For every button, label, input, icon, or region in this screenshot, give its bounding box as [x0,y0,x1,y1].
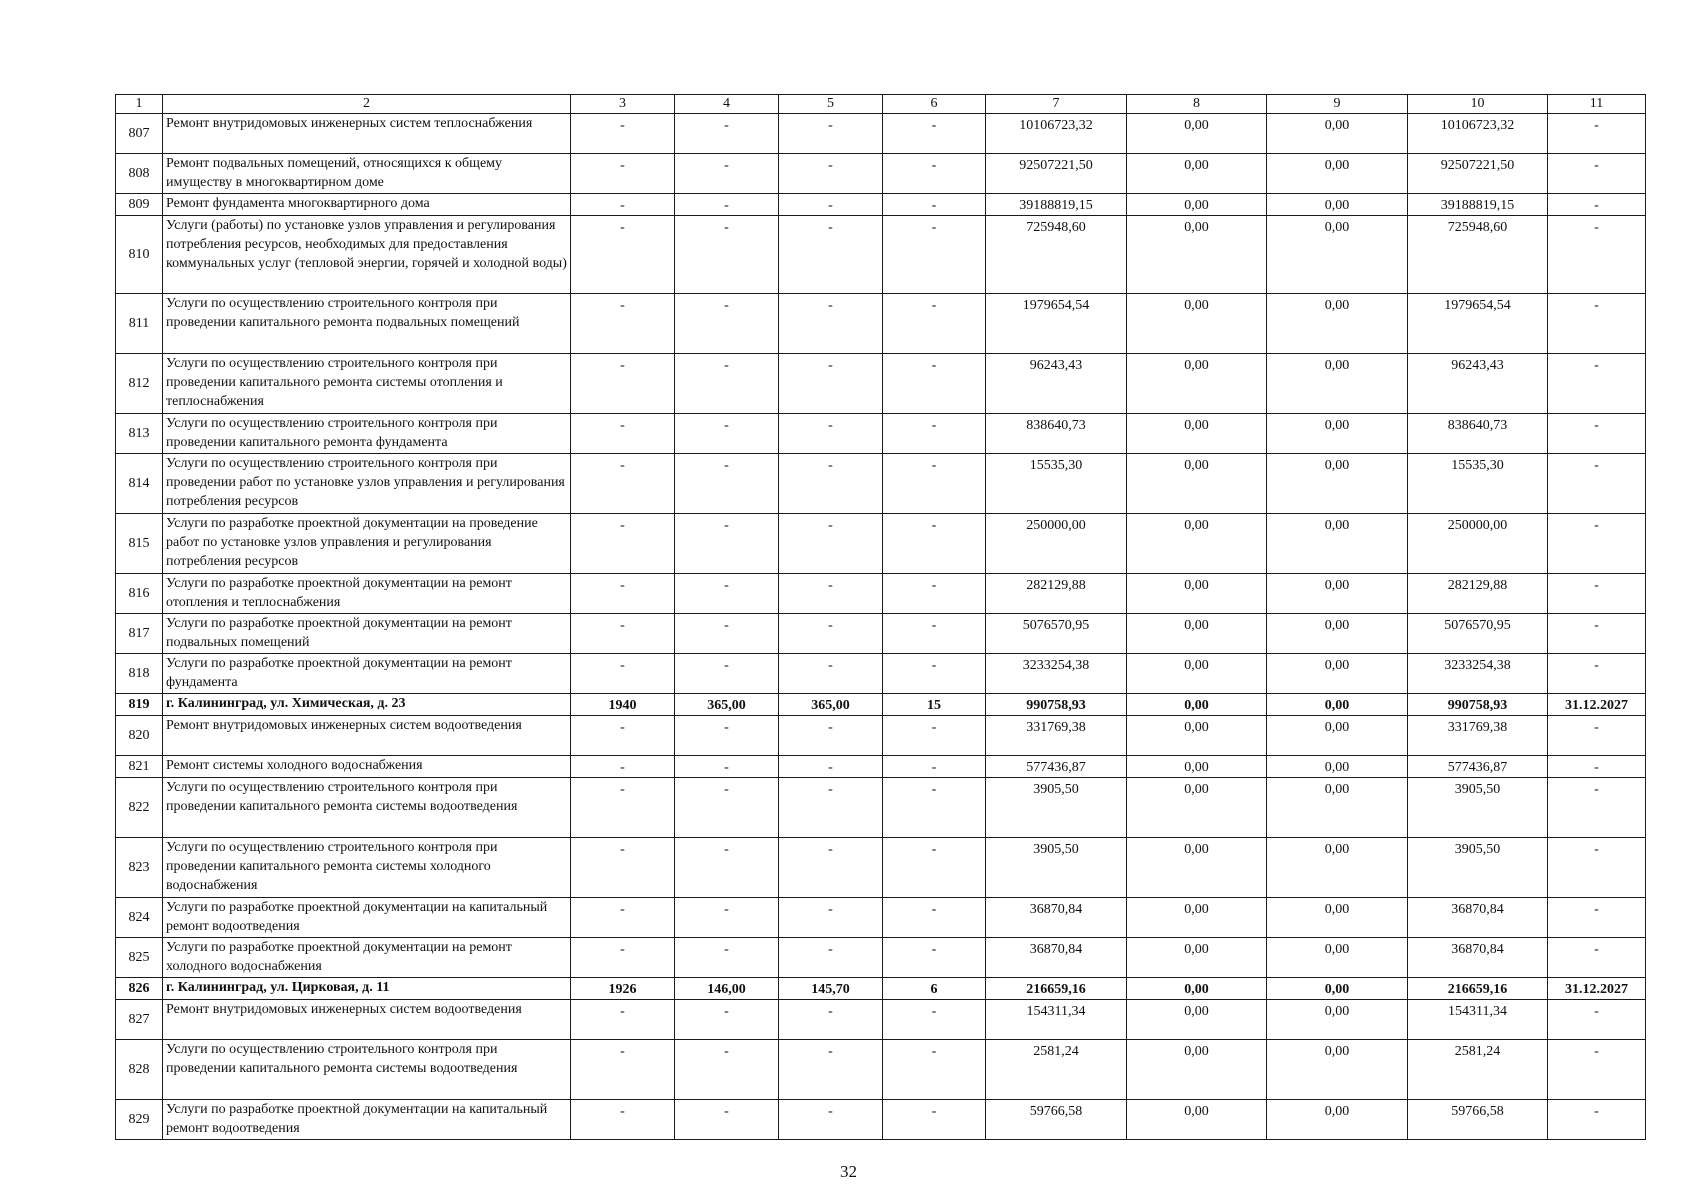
col7-value: 59766,58 [986,1100,1127,1140]
col5-value: - [779,716,883,756]
col9-value: 0,00 [1267,1100,1408,1140]
col3-value: - [571,756,675,778]
col3-value: - [571,838,675,898]
table-row [116,978,1646,1000]
row-number: 819 [116,694,163,716]
page-number: 32 [840,1162,857,1181]
col4-value: - [675,294,779,354]
row-number: 827 [116,1000,163,1040]
col6-value: 15 [883,694,986,716]
col7-value: 331769,38 [986,716,1127,756]
col10-value: 2581,24 [1408,1040,1548,1100]
col8-value: 0,00 [1127,194,1267,216]
col7-value: 5076570,95 [986,614,1127,654]
table-row [116,454,1646,514]
col11-value: - [1548,756,1646,778]
col10-value: 36870,84 [1408,898,1548,938]
col11-value: 31.12.2027 [1548,978,1646,1000]
col7-value: 36870,84 [986,938,1127,978]
col11-value: - [1548,838,1646,898]
column-header: 9 [1267,95,1408,114]
column-header: 4 [675,95,779,114]
col5-value: - [779,1040,883,1100]
col9-value: 0,00 [1267,838,1408,898]
col10-value: 59766,58 [1408,1100,1548,1140]
col11-value: - [1548,194,1646,216]
col8-value: 0,00 [1127,898,1267,938]
col3-value: - [571,1040,675,1100]
col4-value: - [675,1040,779,1100]
table-row [116,756,1646,778]
col10-value: 10106723,32 [1408,114,1548,154]
col5-value: - [779,216,883,294]
row-name: Ремонт системы холодного водоснабжения [163,756,571,778]
col3-value: - [571,154,675,194]
row-number: 816 [116,574,163,614]
col5-value: - [779,1100,883,1140]
col3-value: - [571,194,675,216]
col10-value: 577436,87 [1408,756,1548,778]
col7-value: 10106723,32 [986,114,1127,154]
col7-value: 154311,34 [986,1000,1127,1040]
col10-value: 36870,84 [1408,938,1548,978]
table-row [116,614,1646,654]
row-name: Ремонт внутридомовых инженерных систем водоотведения [163,716,571,756]
col4-value: - [675,778,779,838]
row-name: Услуги по разработке проектной документации на ремонт фундамента [163,654,571,694]
col9-value: 0,00 [1267,756,1408,778]
col4-value: - [675,154,779,194]
col6-value: - [883,154,986,194]
col6-value: - [883,1100,986,1140]
col3-value: - [571,454,675,514]
col5-value: - [779,898,883,938]
row-name: Ремонт фундамента многоквартирного дома [163,194,571,216]
col5-value: - [779,778,883,838]
col5-value: 145,70 [779,978,883,1000]
col8-value: 0,00 [1127,294,1267,354]
table-row [116,694,1646,716]
row-number: 828 [116,1040,163,1100]
col3-value: - [571,898,675,938]
table-row [116,414,1646,454]
col7-value: 2581,24 [986,1040,1127,1100]
row-name: Услуги (работы) по установке узлов управления и регулирования потребления ресурсов, необходимых для предоставления коммунальных услуг (тепловой энергии, горячей и холодной воды) [163,216,571,294]
col8-value: 0,00 [1127,216,1267,294]
col9-value: 0,00 [1267,194,1408,216]
row-number: 824 [116,898,163,938]
col11-value: - [1548,898,1646,938]
col9-value: 0,00 [1267,1000,1408,1040]
col6-value: - [883,574,986,614]
table-row [116,838,1646,898]
col6-value: - [883,778,986,838]
column-header: 3 [571,95,675,114]
row-name: Услуги по осуществлению строительного контроля при проведении капитального ремонта подвальных помещений [163,294,571,354]
col4-value: - [675,574,779,614]
col10-value: 216659,16 [1408,978,1548,1000]
col10-value: 282129,88 [1408,574,1548,614]
col11-value: 31.12.2027 [1548,694,1646,716]
col6-value: - [883,898,986,938]
col7-value: 3905,50 [986,838,1127,898]
row-name: г. Калининград, ул. Химическая, д. 23 [163,694,571,716]
col11-value: - [1548,216,1646,294]
col7-value: 36870,84 [986,898,1127,938]
table-row [116,1040,1646,1100]
col8-value: 0,00 [1127,778,1267,838]
col6-value: - [883,1000,986,1040]
table-row [116,716,1646,756]
col4-value: - [675,838,779,898]
col3-value: - [571,114,675,154]
col3-value: - [571,514,675,574]
col9-value: 0,00 [1267,154,1408,194]
row-name: Услуги по осуществлению строительного контроля при проведении работ по установке узлов управления и регулирования потребления ресурсов [163,454,571,514]
col3-value: - [571,778,675,838]
table-row [116,898,1646,938]
col5-value: - [779,454,883,514]
column-header: 8 [1127,95,1267,114]
row-number: 829 [116,1100,163,1140]
row-number: 818 [116,654,163,694]
col8-value: 0,00 [1127,716,1267,756]
col7-value: 282129,88 [986,574,1127,614]
col8-value: 0,00 [1127,154,1267,194]
row-number: 822 [116,778,163,838]
row-name: Услуги по разработке проектной документации на капитальный ремонт водоотведения [163,898,571,938]
row-name: г. Калининград, ул. Цирковая, д. 11 [163,978,571,1000]
col11-value: - [1548,454,1646,514]
col10-value: 1979654,54 [1408,294,1548,354]
col7-value: 216659,16 [986,978,1127,1000]
col4-value: - [675,1100,779,1140]
col10-value: 96243,43 [1408,354,1548,414]
col4-value: - [675,614,779,654]
col3-value: - [571,216,675,294]
row-number: 826 [116,978,163,1000]
col11-value: - [1548,654,1646,694]
col4-value: - [675,194,779,216]
col7-value: 725948,60 [986,216,1127,294]
col11-value: - [1548,716,1646,756]
col7-value: 838640,73 [986,414,1127,454]
col7-value: 15535,30 [986,454,1127,514]
row-name: Услуги по осуществлению строительного контроля при проведении капитального ремонта системы отопления и теплоснабжения [163,354,571,414]
col9-value: 0,00 [1267,574,1408,614]
col6-value: - [883,838,986,898]
col8-value: 0,00 [1127,694,1267,716]
col11-value: - [1548,154,1646,194]
col3-value: - [571,294,675,354]
col3-value: - [571,354,675,414]
col3-value: - [571,614,675,654]
col10-value: 331769,38 [1408,716,1548,756]
table-row [116,654,1646,694]
col4-value: - [675,114,779,154]
col7-value: 577436,87 [986,756,1127,778]
col3-value: 1926 [571,978,675,1000]
col11-value: - [1548,414,1646,454]
col5-value: - [779,574,883,614]
col11-value: - [1548,1100,1646,1140]
col8-value: 0,00 [1127,414,1267,454]
col6-value: - [883,216,986,294]
col9-value: 0,00 [1267,454,1408,514]
col10-value: 39188819,15 [1408,194,1548,216]
col11-value: - [1548,778,1646,838]
col5-value: - [779,1000,883,1040]
col11-value: - [1548,1000,1646,1040]
col9-value: 0,00 [1267,716,1408,756]
col7-value: 92507221,50 [986,154,1127,194]
header-row [116,95,1646,114]
col4-value: 365,00 [675,694,779,716]
col3-value: - [571,414,675,454]
col5-value: - [779,354,883,414]
col6-value: - [883,294,986,354]
table-row [116,514,1646,574]
col3-value: - [571,574,675,614]
col9-value: 0,00 [1267,294,1408,354]
row-name: Услуги по разработке проектной документации на ремонт холодного водоснабжения [163,938,571,978]
col9-value: 0,00 [1267,1040,1408,1100]
row-name: Ремонт внутридомовых инженерных систем водоотведения [163,1000,571,1040]
col6-value: - [883,454,986,514]
col3-value: - [571,938,675,978]
col8-value: 0,00 [1127,574,1267,614]
col8-value: 0,00 [1127,614,1267,654]
col9-value: 0,00 [1267,414,1408,454]
col3-value: - [571,1000,675,1040]
col9-value: 0,00 [1267,778,1408,838]
row-name: Услуги по осуществлению строительного контроля при проведении капитального ремонта системы водоотведения [163,1040,571,1100]
col7-value: 39188819,15 [986,194,1127,216]
table-row [116,574,1646,614]
column-header: 5 [779,95,883,114]
row-number: 811 [116,294,163,354]
column-header: 7 [986,95,1127,114]
row-number: 812 [116,354,163,414]
col10-value: 3233254,38 [1408,654,1548,694]
col6-value: - [883,414,986,454]
col7-value: 96243,43 [986,354,1127,414]
col4-value: - [675,756,779,778]
col6-value: - [883,194,986,216]
row-number: 825 [116,938,163,978]
col9-value: 0,00 [1267,898,1408,938]
col4-value: - [675,454,779,514]
col6-value: - [883,114,986,154]
table-row [116,154,1646,194]
col4-value: - [675,1000,779,1040]
col7-value: 3233254,38 [986,654,1127,694]
table-row [116,1100,1646,1140]
col10-value: 990758,93 [1408,694,1548,716]
col7-value: 3905,50 [986,778,1127,838]
table-row [116,778,1646,838]
col10-value: 838640,73 [1408,414,1548,454]
row-name: Услуги по разработке проектной документации на ремонт отопления и теплоснабжения [163,574,571,614]
col8-value: 0,00 [1127,1040,1267,1100]
col8-value: 0,00 [1127,938,1267,978]
col5-value: - [779,938,883,978]
col3-value: - [571,1100,675,1140]
table-row [116,938,1646,978]
table-row [116,114,1646,154]
col8-value: 0,00 [1127,354,1267,414]
row-name: Ремонт внутридомовых инженерных систем теплоснабжения [163,114,571,154]
col4-value: 146,00 [675,978,779,1000]
row-number: 809 [116,194,163,216]
col11-value: - [1548,938,1646,978]
col8-value: 0,00 [1127,978,1267,1000]
col4-value: - [675,938,779,978]
col6-value: 6 [883,978,986,1000]
col8-value: 0,00 [1127,838,1267,898]
col5-value: - [779,756,883,778]
col11-value: - [1548,574,1646,614]
col9-value: 0,00 [1267,978,1408,1000]
row-number: 821 [116,756,163,778]
col11-value: - [1548,354,1646,414]
column-header: 10 [1408,95,1548,114]
col3-value: - [571,716,675,756]
row-name: Услуги по разработке проектной документации на ремонт подвальных помещений [163,614,571,654]
row-number: 823 [116,838,163,898]
col5-value: - [779,614,883,654]
col4-value: - [675,354,779,414]
col6-value: - [883,756,986,778]
col4-value: - [675,654,779,694]
row-number: 808 [116,154,163,194]
col6-value: - [883,716,986,756]
col4-value: - [675,898,779,938]
col8-value: 0,00 [1127,454,1267,514]
col10-value: 250000,00 [1408,514,1548,574]
col10-value: 154311,34 [1408,1000,1548,1040]
col10-value: 92507221,50 [1408,154,1548,194]
col11-value: - [1548,514,1646,574]
col4-value: - [675,216,779,294]
col9-value: 0,00 [1267,694,1408,716]
col8-value: 0,00 [1127,1000,1267,1040]
col5-value: - [779,294,883,354]
col8-value: 0,00 [1127,114,1267,154]
col4-value: - [675,414,779,454]
col4-value: - [675,716,779,756]
col5-value: - [779,654,883,694]
col3-value: - [571,654,675,694]
row-name: Услуги по разработке проектной документации на проведение работ по установке узлов управления и регулирования потребления ресурсов [163,514,571,574]
col6-value: - [883,514,986,574]
col8-value: 0,00 [1127,514,1267,574]
col5-value: 365,00 [779,694,883,716]
col10-value: 3905,50 [1408,778,1548,838]
column-header: 2 [163,95,571,114]
col8-value: 0,00 [1127,1100,1267,1140]
row-name: Услуги по осуществлению строительного контроля при проведении капитального ремонта системы холодного водоснабжения [163,838,571,898]
row-name: Ремонт подвальных помещений, относящихся к общему имуществу в многоквартирном доме [163,154,571,194]
column-header: 11 [1548,95,1646,114]
row-number: 814 [116,454,163,514]
table-body [116,95,1646,1140]
col9-value: 0,00 [1267,654,1408,694]
col10-value: 5076570,95 [1408,614,1548,654]
col10-value: 15535,30 [1408,454,1548,514]
col8-value: 0,00 [1127,654,1267,694]
col9-value: 0,00 [1267,514,1408,574]
row-number: 815 [116,514,163,574]
col6-value: - [883,654,986,694]
col11-value: - [1548,1040,1646,1100]
table-row [116,294,1646,354]
row-name: Услуги по осуществлению строительного контроля при проведении капитального ремонта фундамента [163,414,571,454]
col3-value: 1940 [571,694,675,716]
col7-value: 990758,93 [986,694,1127,716]
table-row [116,354,1646,414]
row-number: 813 [116,414,163,454]
row-name: Услуги по разработке проектной документации на капитальный ремонт водоотведения [163,1100,571,1140]
col7-value: 1979654,54 [986,294,1127,354]
col5-value: - [779,114,883,154]
table-row [116,216,1646,294]
col5-value: - [779,194,883,216]
col6-value: - [883,614,986,654]
data-table [115,94,1646,1140]
col9-value: 0,00 [1267,114,1408,154]
col8-value: 0,00 [1127,756,1267,778]
col4-value: - [675,514,779,574]
col6-value: - [883,354,986,414]
col11-value: - [1548,614,1646,654]
column-header: 6 [883,95,986,114]
col11-value: - [1548,114,1646,154]
col11-value: - [1548,294,1646,354]
col9-value: 0,00 [1267,354,1408,414]
table-row [116,1000,1646,1040]
col6-value: - [883,938,986,978]
col5-value: - [779,838,883,898]
col5-value: - [779,414,883,454]
col9-value: 0,00 [1267,614,1408,654]
row-number: 820 [116,716,163,756]
table-row [116,194,1646,216]
col10-value: 725948,60 [1408,216,1548,294]
col6-value: - [883,1040,986,1100]
row-number: 807 [116,114,163,154]
col5-value: - [779,514,883,574]
row-number: 817 [116,614,163,654]
col5-value: - [779,154,883,194]
col10-value: 3905,50 [1408,838,1548,898]
row-name: Услуги по осуществлению строительного контроля при проведении капитального ремонта системы водоотведения [163,778,571,838]
col7-value: 250000,00 [986,514,1127,574]
col9-value: 0,00 [1267,216,1408,294]
col9-value: 0,00 [1267,938,1408,978]
row-number: 810 [116,216,163,294]
column-header: 1 [116,95,163,114]
